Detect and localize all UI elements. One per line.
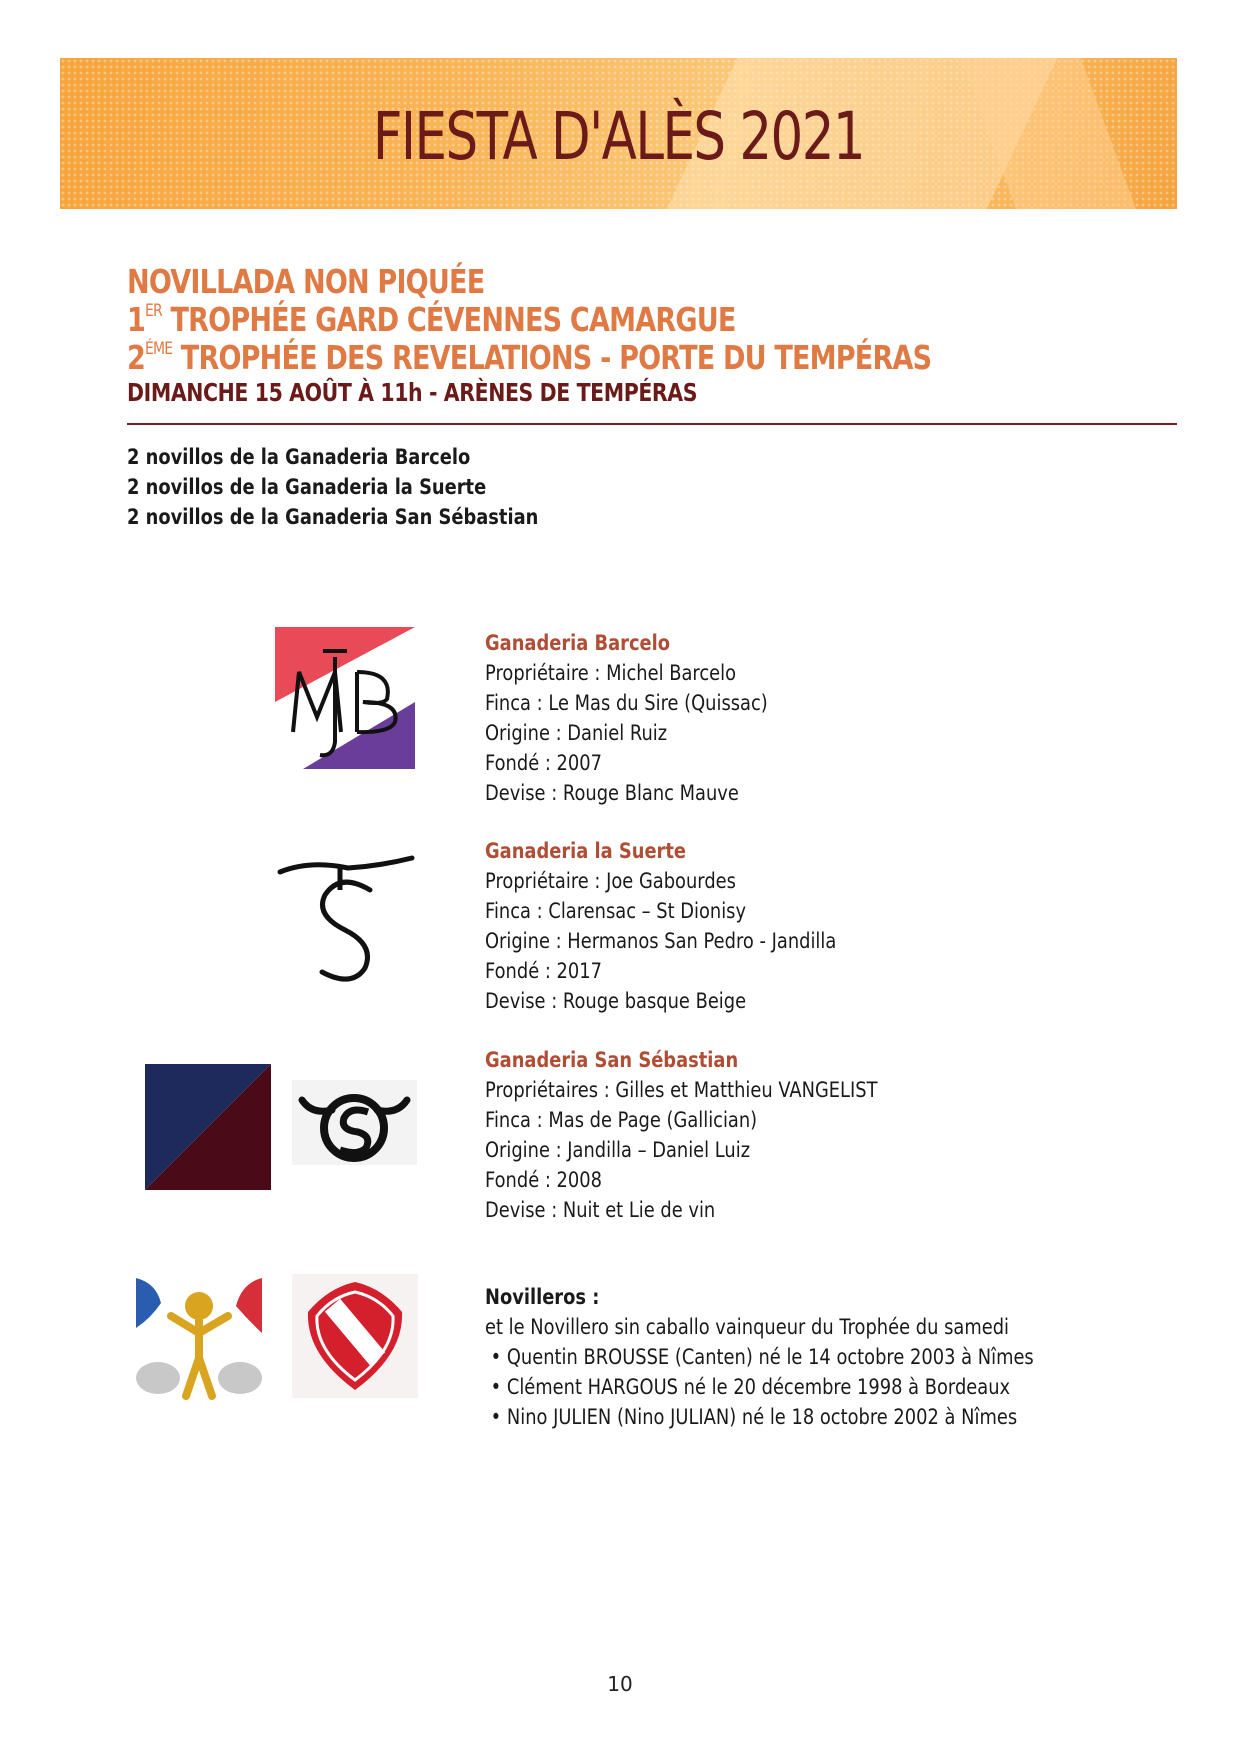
- page-number: 10: [607, 1672, 633, 1696]
- ganaderia-founded: Fondé : 2017: [485, 959, 602, 983]
- list-item: 2 novillos de la Ganaderia Barcelo: [127, 445, 471, 469]
- ganaderia-barcelo: [485, 628, 818, 808]
- divider: [127, 423, 1177, 425]
- event-date: DIMANCHE 15 AOÛT À 11h - ARÈNES DE TEMPÉRAS: [127, 378, 698, 407]
- header-banner: [60, 58, 1177, 209]
- barcelo-logo: [275, 627, 415, 769]
- ganaderia-founded: Fondé : 2008: [485, 1168, 602, 1192]
- ganaderia-owner: Propriétaire : Joe Gabourdes: [485, 869, 736, 893]
- san-sebastian-logo: [292, 1080, 417, 1165]
- san-sebastian-colors: [145, 1064, 271, 1190]
- ganaderia-owner: Propriétaire : Michel Barcelo: [485, 661, 737, 685]
- ganaderia-san-sebastian: [485, 1045, 947, 1225]
- list-item: • Nino JULIEN (Nino JULIAN) né le 18 octobre 2002 à Nîmes: [485, 1405, 1018, 1429]
- la-suerte-logo: [270, 850, 420, 990]
- banner-title: FIESTA D'ALÈS 2021: [372, 98, 865, 175]
- ganaderia-origin: Origine : Jandilla – Daniel Luiz: [485, 1138, 751, 1162]
- ganaderia-origin: Origine : Daniel Ruiz: [485, 721, 668, 745]
- ganaderia-finca: Finca : Le Mas du Sire (Quissac): [485, 691, 768, 715]
- trophy-title-2: $2^{ÉME}$ TROPHÉE DES REVELATIONS - PORTE DU TEMPÉRAS: [127, 338, 932, 377]
- ganaderia-devise: Devise : Nuit et Lie de vin: [485, 1198, 716, 1222]
- list-item: • Clément HARGOUS né le 20 décembre 1998 à Bordeaux: [485, 1375, 1011, 1399]
- novilleros-section: [485, 1282, 1131, 1432]
- ganaderia-founded: Fondé : 2007: [485, 751, 602, 775]
- ganaderia-devise: Devise : Rouge basque Beige: [485, 989, 747, 1013]
- ganaderia-finca: Finca : Mas de Page (Gallician): [485, 1108, 758, 1132]
- event-title: NOVILLADA NON PIQUÉE: [127, 262, 485, 301]
- list-item: 2 novillos de la Ganaderia la Suerte: [127, 475, 487, 499]
- list-item: 2 novillos de la Ganaderia San Sébastian: [127, 505, 539, 529]
- ganaderia-origin: Origine : Hermanos San Pedro - Jandilla: [485, 929, 837, 953]
- trophy-mascot-logo: [136, 1278, 262, 1400]
- ganaderia-la-suerte: [485, 836, 898, 1016]
- trophy-title-1: 1ER TROPHÉE GARD CÉVENNES CAMARGUE: [127, 300, 736, 339]
- ganaderia-name: Ganaderia la Suerte: [485, 839, 687, 863]
- la-banderilla-badge: [292, 1274, 418, 1398]
- list-item: • Quentin BROUSSE (Canten) né le 14 octobre 2003 à Nîmes: [485, 1345, 1034, 1369]
- novillos-list: [127, 442, 611, 532]
- novilleros-intro: et le Novillero sin caballo vainqueur du Trophée du samedi: [485, 1315, 1009, 1339]
- ganaderia-name: Ganaderia San Sébastian: [485, 1048, 739, 1072]
- ganaderia-devise: Devise : Rouge Blanc Mauve: [485, 781, 739, 805]
- ganaderia-owner: Propriétaires : Gilles et Matthieu VANGELIST: [485, 1078, 878, 1102]
- ganaderia-name: Ganaderia Barcelo: [485, 631, 671, 655]
- ganaderia-finca: Finca : Clarensac – St Dionisy: [485, 899, 747, 923]
- novilleros-title: Novilleros :: [485, 1285, 600, 1309]
